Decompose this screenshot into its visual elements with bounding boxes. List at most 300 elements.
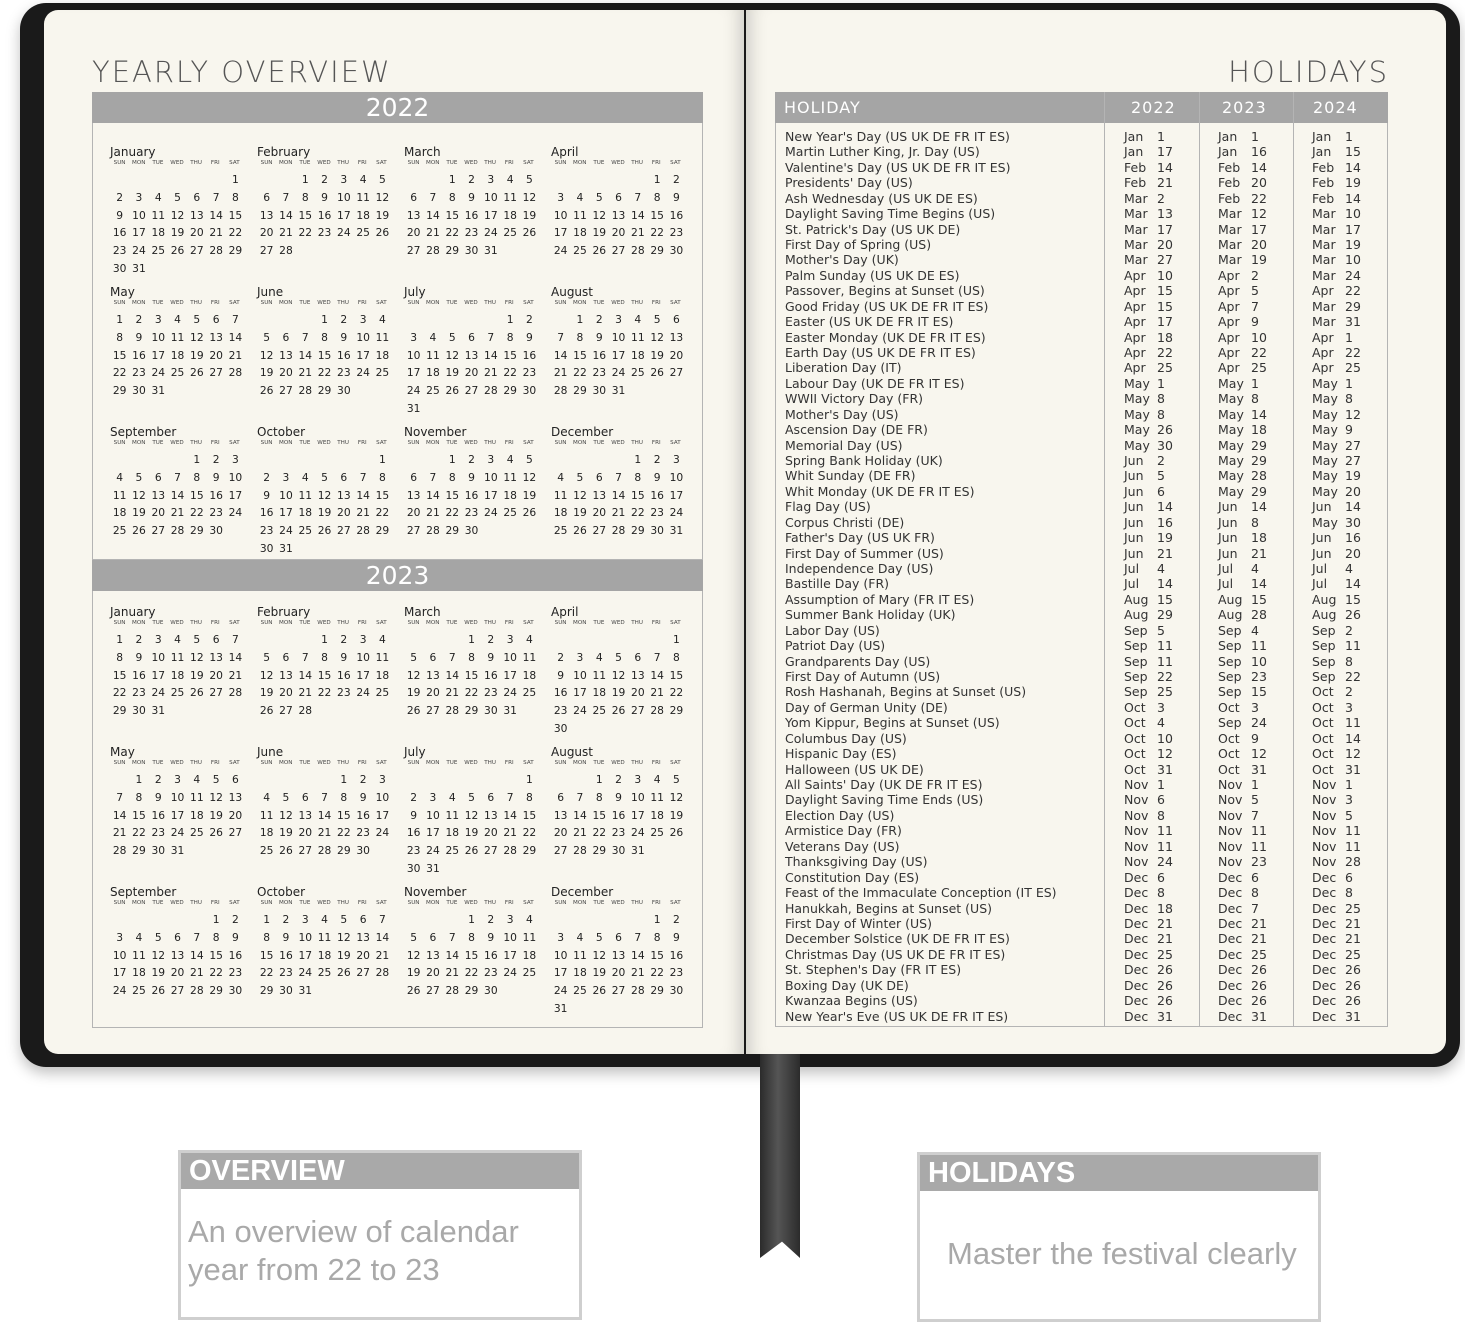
holiday-month: May xyxy=(1312,375,1338,391)
day-number: 12 xyxy=(317,488,332,502)
holiday-day: 17 xyxy=(1251,221,1267,237)
holiday-name: Boxing Day (UK DE) xyxy=(785,977,909,993)
day-number: 3 xyxy=(576,650,584,664)
day-number: 9 xyxy=(410,808,418,822)
day-number: 20 xyxy=(170,966,185,980)
weekday-label: THU xyxy=(631,900,643,906)
holiday-month: Jul xyxy=(1312,561,1328,577)
holiday-month: Jul xyxy=(1218,561,1234,577)
holiday-name: Daylight Saving Time Begins (US) xyxy=(785,206,996,222)
holiday-month: Dec xyxy=(1312,962,1337,978)
day-number: 24 xyxy=(279,524,293,538)
holiday-month: Oct xyxy=(1124,746,1146,762)
holiday-day: 22 xyxy=(1157,345,1173,361)
day-number: 5 xyxy=(526,453,533,466)
holiday-date xyxy=(1124,792,1165,807)
day-number: 29 xyxy=(631,524,645,538)
day-number: 16 xyxy=(553,686,568,700)
day-number: 26 xyxy=(406,704,421,718)
holiday-month: Jun xyxy=(1124,483,1144,499)
day-number: 3 xyxy=(557,930,565,944)
holiday-date xyxy=(1218,916,1267,931)
holiday-day: 29 xyxy=(1251,483,1267,499)
day-number: 28 xyxy=(228,366,243,380)
holiday-day: 14 xyxy=(1345,576,1361,592)
holiday-date xyxy=(1124,206,1173,221)
holiday-day: 14 xyxy=(1345,730,1361,746)
weekday-header xyxy=(551,899,685,908)
day-number: 21 xyxy=(631,226,645,240)
day-number: 29 xyxy=(112,384,127,398)
holiday-month: Oct xyxy=(1124,715,1146,731)
holiday-month: Mar xyxy=(1218,221,1242,237)
day-number: 18 xyxy=(426,366,440,380)
day-number: 18 xyxy=(503,488,517,502)
day-number: 24 xyxy=(151,686,166,700)
holiday-day: 7 xyxy=(1251,807,1259,823)
holiday-date xyxy=(1124,252,1173,267)
day-number: 1 xyxy=(634,453,642,466)
holiday-day: 20 xyxy=(1157,237,1173,252)
weekday-label: SUN xyxy=(407,900,420,906)
day-number: 5 xyxy=(595,190,603,204)
holiday-date xyxy=(1124,175,1173,190)
holiday-date xyxy=(1218,901,1259,916)
day-number: 31 xyxy=(669,524,684,538)
holiday-month: Aug xyxy=(1312,607,1337,623)
holiday-month: Jul xyxy=(1124,576,1140,592)
day-number: 11 xyxy=(190,790,204,804)
day-number: 12 xyxy=(259,348,274,362)
day-number: 7 xyxy=(634,190,642,204)
weekday-label: WED xyxy=(464,760,478,766)
day-number: 18 xyxy=(170,668,185,682)
holiday-date xyxy=(1218,576,1267,591)
holiday-date xyxy=(1312,530,1361,545)
holiday-date xyxy=(1124,839,1173,854)
day-number: 4 xyxy=(576,930,584,944)
day-number: 2 xyxy=(340,633,348,646)
holiday-day: 4 xyxy=(1251,622,1259,638)
holiday-date xyxy=(1312,576,1361,591)
holiday-date xyxy=(1218,931,1267,946)
holiday-date xyxy=(1312,808,1353,823)
day-number: 17 xyxy=(484,488,498,502)
day-number: 22 xyxy=(522,826,537,840)
holiday-month: Feb xyxy=(1312,190,1335,206)
holiday-month: Sep xyxy=(1218,622,1242,638)
day-number: 24 xyxy=(406,384,421,398)
day-number: 17 xyxy=(503,668,517,682)
day-number: 4 xyxy=(557,470,565,484)
holiday-month: Jun xyxy=(1124,468,1144,484)
empty-day xyxy=(443,911,462,929)
holiday-day: 10 xyxy=(1345,252,1361,268)
holiday-month: Jan xyxy=(1124,144,1144,160)
holiday-month: Dec xyxy=(1218,931,1243,947)
day-number: 26 xyxy=(573,524,587,538)
day-number: 9 xyxy=(282,930,290,944)
weekday-header xyxy=(257,899,391,908)
weekday-header xyxy=(257,299,391,308)
holiday-month: Dec xyxy=(1218,869,1243,885)
holiday-date xyxy=(1218,330,1267,345)
holiday-month: Jul xyxy=(1124,561,1140,577)
holiday-month: Nov xyxy=(1312,777,1337,793)
day-number: 18 xyxy=(592,686,607,700)
holiday-date xyxy=(1124,576,1173,591)
day-number: 18 xyxy=(190,808,204,822)
day-number: 6 xyxy=(429,930,437,944)
day-number: 11 xyxy=(151,208,166,222)
holiday-month: Dec xyxy=(1218,915,1243,931)
weekday-label: WED xyxy=(464,620,478,626)
weekday-label: SUN xyxy=(260,300,273,306)
month-name: May xyxy=(110,285,135,299)
empty-day xyxy=(296,311,315,329)
holiday-month: Dec xyxy=(1124,900,1149,916)
day-number: 21 xyxy=(484,366,498,380)
day-number: 24 xyxy=(553,244,568,258)
weekday-label: SUN xyxy=(113,620,126,626)
month-name: September xyxy=(110,425,177,439)
weekday-label: WED xyxy=(317,160,331,166)
empty-day xyxy=(423,911,442,929)
day-number: 26 xyxy=(151,984,166,998)
day-number: 16 xyxy=(228,948,243,962)
day-number: 15 xyxy=(375,488,390,502)
holiday-day: 1 xyxy=(1157,375,1165,391)
day-number: 26 xyxy=(650,366,664,380)
day-number: 18 xyxy=(151,226,166,240)
holiday-day: 8 xyxy=(1157,807,1165,823)
holiday-day: 18 xyxy=(1157,900,1173,916)
day-number: 3 xyxy=(506,913,514,926)
holiday-date xyxy=(1312,468,1361,483)
holiday-month: Dec xyxy=(1312,885,1337,901)
empty-day xyxy=(628,631,647,649)
day-number: 28 xyxy=(279,244,293,258)
holiday-month: Apr xyxy=(1124,314,1146,330)
day-number: 27 xyxy=(298,844,313,858)
day-number: 24 xyxy=(375,826,390,840)
holiday-month: Sep xyxy=(1218,669,1242,685)
empty-day xyxy=(296,631,315,649)
holiday-day: 5 xyxy=(1157,622,1165,638)
holiday-date xyxy=(1124,654,1173,669)
holiday-month: Jun xyxy=(1124,453,1144,469)
holiday-date xyxy=(1312,916,1361,931)
day-number: 19 xyxy=(190,348,204,362)
empty-day xyxy=(590,631,609,649)
weekday-label: SAT xyxy=(229,620,240,626)
holidays-callout xyxy=(917,1152,1321,1322)
holiday-name: Bastille Day (FR) xyxy=(785,576,890,592)
day-number: 24 xyxy=(573,704,587,718)
day-number: 27 xyxy=(426,984,440,998)
day-number: 3 xyxy=(340,173,348,186)
day-number: 11 xyxy=(170,330,185,344)
day-number: 17 xyxy=(553,226,568,240)
day-number: 11 xyxy=(503,470,517,484)
day-number: 28 xyxy=(228,686,243,700)
weekday-label: TUE xyxy=(446,300,458,306)
weekday-label: TUE xyxy=(299,300,311,306)
empty-day xyxy=(168,911,187,929)
weekday-label: SAT xyxy=(670,900,681,906)
holiday-name: First Day of Winter (US) xyxy=(785,915,932,931)
day-number: 22 xyxy=(112,366,127,380)
day-number: 22 xyxy=(375,506,390,520)
holiday-day: 8 xyxy=(1345,885,1353,901)
holiday-date xyxy=(1124,484,1165,499)
holiday-date xyxy=(1312,731,1361,746)
weekday-label: MON xyxy=(426,300,440,306)
holiday-date xyxy=(1312,314,1361,329)
day-number: 3 xyxy=(301,913,309,926)
day-number: 19 xyxy=(464,826,479,840)
holiday-day: 25 xyxy=(1251,360,1267,376)
day-number: 20 xyxy=(426,686,440,700)
holiday-month: May xyxy=(1218,422,1244,438)
weekday-label: THU xyxy=(337,900,349,906)
day-number: 15 xyxy=(209,948,223,962)
day-number: 14 xyxy=(445,668,460,682)
holiday-date xyxy=(1312,438,1361,453)
holiday-day: 16 xyxy=(1157,514,1173,530)
days-grid xyxy=(551,631,685,738)
day-number: 16 xyxy=(484,948,498,962)
holiday-name: Rosh Hashanah, Begins at Sunset (US) xyxy=(785,684,1027,700)
holiday-name: WWII Victory Day (FR) xyxy=(785,391,924,407)
day-number: 1 xyxy=(468,633,475,646)
holiday-date xyxy=(1124,746,1173,761)
holiday-date xyxy=(1218,808,1259,823)
weekday-header xyxy=(110,159,244,168)
weekday-label: WED xyxy=(170,440,184,446)
holiday-date xyxy=(1124,129,1165,144)
day-number: 24 xyxy=(484,226,498,240)
day-number: 19 xyxy=(132,506,146,520)
holiday-day: 4 xyxy=(1251,561,1259,577)
day-number: 20 xyxy=(209,348,223,362)
holiday-day: 1 xyxy=(1251,129,1259,144)
holiday-name: Columbus Day (US) xyxy=(785,730,907,746)
day-number: 20 xyxy=(406,506,421,520)
holiday-date xyxy=(1218,1009,1267,1024)
holiday-day: 5 xyxy=(1345,807,1353,823)
empty-day xyxy=(404,631,423,649)
holiday-month: May xyxy=(1312,514,1338,530)
holiday-day: 22 xyxy=(1345,345,1361,361)
holiday-day: 15 xyxy=(1157,283,1173,299)
weekday-label: TUE xyxy=(152,300,164,306)
holiday-month: Sep xyxy=(1124,622,1148,638)
weekday-label: SAT xyxy=(523,900,534,906)
holiday-day: 12 xyxy=(1345,406,1361,422)
day-number: 16 xyxy=(151,808,166,822)
day-number: 5 xyxy=(673,773,680,786)
day-number: 1 xyxy=(576,313,584,326)
day-number: 7 xyxy=(232,633,239,646)
holiday-month: Nov xyxy=(1312,807,1337,823)
day-number: 28 xyxy=(445,704,460,718)
day-number: 17 xyxy=(553,966,568,980)
day-number: 3 xyxy=(282,470,290,484)
holiday-month: May xyxy=(1124,391,1150,407)
holiday-date xyxy=(1218,222,1267,237)
day-number: 5 xyxy=(193,633,201,646)
day-number: 16 xyxy=(592,348,607,362)
holiday-date xyxy=(1312,330,1353,345)
weekday-label: SAT xyxy=(376,440,387,446)
weekday-label: FRI xyxy=(357,300,367,306)
holiday-date xyxy=(1312,160,1361,175)
weekday-label: WED xyxy=(611,760,625,766)
holiday-month: Apr xyxy=(1218,329,1240,345)
day-number: 6 xyxy=(673,313,680,326)
days-grid xyxy=(257,171,391,260)
day-number: 25 xyxy=(631,366,645,380)
day-number: 26 xyxy=(464,844,479,858)
empty-day xyxy=(551,631,570,649)
holiday-day: 14 xyxy=(1345,499,1361,515)
weekday-label: SAT xyxy=(670,440,681,446)
holiday-day: 14 xyxy=(1345,159,1361,175)
holiday-date xyxy=(1312,453,1361,468)
day-number: 10 xyxy=(503,650,517,664)
day-number: 3 xyxy=(359,313,367,326)
day-number: 4 xyxy=(653,773,661,786)
day-number: 11 xyxy=(650,790,664,804)
weekday-header xyxy=(404,439,538,448)
holiday-month: Jun xyxy=(1124,530,1144,546)
day-number: 23 xyxy=(464,506,479,520)
empty-day xyxy=(110,171,129,189)
day-number: 27 xyxy=(592,524,607,538)
column-divider xyxy=(1293,92,1294,1027)
day-number: 9 xyxy=(359,790,367,804)
weekday-label: FRI xyxy=(357,440,367,446)
holiday-month: Sep xyxy=(1312,669,1336,685)
day-number: 18 xyxy=(375,668,390,682)
day-number: 21 xyxy=(356,506,370,520)
holiday-day: 2 xyxy=(1345,684,1353,700)
day-number: 21 xyxy=(375,948,390,962)
day-number: 16 xyxy=(669,208,684,222)
month-calendar xyxy=(257,885,391,1000)
holiday-day: 2 xyxy=(1157,190,1165,206)
month-calendar xyxy=(404,745,538,878)
holiday-day: 8 xyxy=(1251,514,1259,530)
day-number: 6 xyxy=(615,930,622,944)
day-number: 20 xyxy=(669,348,684,362)
day-number: 9 xyxy=(673,190,680,204)
weekday-label: SAT xyxy=(376,160,387,166)
empty-day xyxy=(334,451,353,469)
day-number: 15 xyxy=(112,668,127,682)
weekday-header xyxy=(551,159,685,168)
day-number: 12 xyxy=(669,790,684,804)
day-number: 27 xyxy=(553,844,568,858)
days-grid xyxy=(257,631,391,720)
day-number: 15 xyxy=(445,208,460,222)
day-number: 17 xyxy=(669,488,684,502)
day-number: 11 xyxy=(375,650,390,664)
empty-day xyxy=(423,171,442,189)
holiday-date xyxy=(1218,839,1267,854)
empty-day xyxy=(628,171,647,189)
weekday-label: TUE xyxy=(593,620,605,626)
holiday-month: Apr xyxy=(1312,345,1334,361)
holiday-date xyxy=(1218,129,1259,144)
holiday-day: 5 xyxy=(1251,792,1259,808)
weekday-label: WED xyxy=(611,900,625,906)
day-number: 12 xyxy=(573,488,587,502)
day-number: 8 xyxy=(448,190,456,204)
day-number: 20 xyxy=(228,808,243,822)
holiday-date xyxy=(1218,252,1267,267)
day-number: 7 xyxy=(448,650,456,664)
holiday-day: 11 xyxy=(1251,638,1267,654)
weekday-label: SUN xyxy=(260,900,273,906)
day-number: 16 xyxy=(522,348,537,362)
day-number: 27 xyxy=(356,966,370,980)
holiday-date xyxy=(1312,144,1361,159)
empty-day xyxy=(609,451,628,469)
day-number: 6 xyxy=(282,650,290,664)
day-number: 14 xyxy=(426,488,440,502)
month-name: March xyxy=(404,605,441,619)
holiday-date xyxy=(1124,978,1173,993)
weekday-header xyxy=(551,299,685,308)
holiday-day: 11 xyxy=(1251,838,1267,854)
holiday-day: 21 xyxy=(1157,545,1173,561)
day-number: 9 xyxy=(595,330,603,344)
holiday-day: 21 xyxy=(1251,931,1267,947)
day-number: 12 xyxy=(464,808,479,822)
day-number: 16 xyxy=(356,808,370,822)
day-number: 5 xyxy=(468,790,475,804)
day-number: 13 xyxy=(190,208,204,222)
holiday-name: Easter Monday (UK DE FR IT ES) xyxy=(785,329,986,345)
day-number: 10 xyxy=(573,668,587,682)
holiday-date xyxy=(1218,515,1259,530)
weekday-header xyxy=(110,439,244,448)
day-number: 2 xyxy=(116,190,124,204)
holiday-name: New Year's Eve (US UK DE FR IT ES) xyxy=(785,1008,1009,1024)
empty-day xyxy=(404,171,423,189)
holiday-day: 1 xyxy=(1345,375,1353,391)
day-number: 16 xyxy=(259,506,274,520)
weekday-label: SUN xyxy=(113,300,126,306)
weekday-label: THU xyxy=(337,620,349,626)
holiday-day: 30 xyxy=(1345,514,1361,530)
day-number: 2 xyxy=(487,913,495,926)
month-calendar xyxy=(110,605,244,720)
holiday-date xyxy=(1218,438,1267,453)
day-number: 2 xyxy=(673,913,680,926)
holiday-month: Mar xyxy=(1312,314,1336,330)
day-number: 13 xyxy=(406,488,421,502)
weekday-label: THU xyxy=(190,300,202,306)
day-number: 22 xyxy=(259,966,274,980)
empty-day xyxy=(551,311,570,329)
holiday-month: Dec xyxy=(1218,993,1243,1009)
holiday-date xyxy=(1312,206,1361,221)
day-number: 9 xyxy=(232,930,239,944)
holiday-month: Sep xyxy=(1218,653,1242,669)
